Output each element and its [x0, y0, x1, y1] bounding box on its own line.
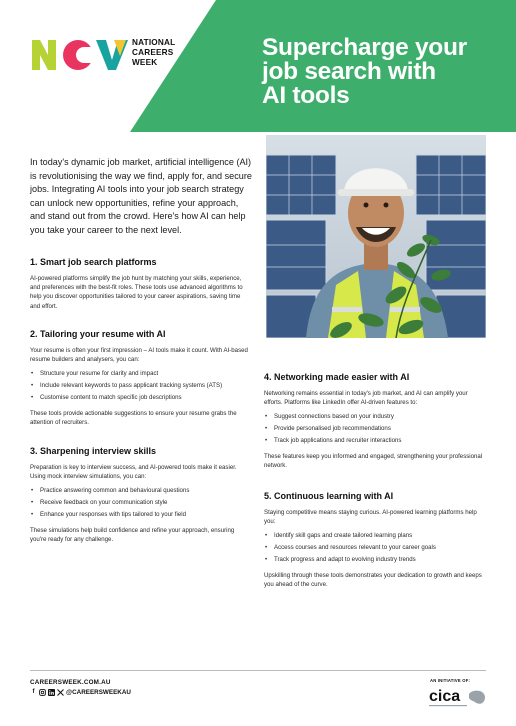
logo-line-1: NATIONAL: [132, 38, 176, 47]
website-link[interactable]: CAREERSWEEK.COM.AU: [30, 679, 111, 686]
section-heading: 4. Networking made easier with AI: [264, 372, 410, 382]
section-heading: 1. Smart job search platforms: [30, 257, 157, 267]
section-continuous-learning: [264, 491, 486, 589]
section-heading: 5. Continuous learning with AI: [264, 491, 394, 501]
list-item: • Customise content to match specific job descriptions: [30, 393, 252, 402]
section-body: Networking remains essential in today's job market, and AI can amplify your efforts. Platforms like LinkedIn offer AI-driven features to:: [264, 390, 468, 407]
list-item: • Access courses and resources relevant to your career goals: [264, 543, 486, 552]
section-body: Preparation is key to interview success, and AI-powered tools make it easier. Using mock interview simulations, you can:: [30, 464, 237, 481]
x-icon[interactable]: [57, 689, 64, 696]
list-item: • Track job applications and recruiter interactions: [264, 436, 486, 445]
svg-text:cica: cica: [429, 688, 461, 705]
list-item: • Suggest connections based on your industry: [264, 412, 486, 421]
list-item: • Structure your resume for clarity and impact: [30, 369, 252, 378]
bullet-list: [264, 531, 486, 564]
list-item: • Identify skill gaps and create tailored learning plans: [264, 531, 486, 540]
section-heading: 3. Sharpening interview skills: [30, 446, 157, 456]
logo-wordmark: [132, 38, 175, 68]
title-line-2: job search with: [262, 58, 436, 85]
bullet-list: [30, 486, 252, 519]
list-item: • Enhance your responses with tips tailored to your field: [30, 510, 252, 519]
page-title: [262, 36, 502, 108]
section-closing: These features keep you informed and engaged, strengthening your professional network.: [264, 452, 483, 469]
hero-photo: [266, 135, 486, 338]
list-item: • Practice answering common and behavioural questions: [30, 486, 252, 495]
footer-divider: [30, 670, 486, 671]
list-item: • Include relevant keywords to pass applicant tracking systems (ATS): [30, 381, 252, 390]
list-item: • Track progress and adapt to evolving industry trends: [264, 555, 486, 564]
facebook-icon[interactable]: f: [32, 689, 35, 695]
list-item: • Receive feedback on your communication style: [30, 498, 252, 507]
social-handle[interactable]: @CAREERSWEEKAU: [66, 689, 131, 696]
section-tailoring-resume: [30, 329, 252, 427]
linkedin-icon[interactable]: [48, 689, 55, 696]
section-heading: 2. Tailoring your resume with AI: [30, 329, 166, 339]
section-body: Your resume is often your first impression – AI tools make it count. With AI-based resume builders and analysers, you can:: [30, 347, 248, 364]
logo-line-2: CAREERS: [132, 48, 174, 57]
social-links: [30, 689, 131, 696]
section-closing: Upskilling through these tools demonstrates your dedication to growth and keeps you ahead of the curve.: [264, 571, 482, 588]
section-body: Staying competitive means staying curious. AI-powered learning platforms help you:: [264, 509, 477, 526]
title-line-3: AI tools: [262, 82, 350, 109]
section-closing: These simulations help build confidence and refine your approach, ensuring you're ready for any challenge.: [30, 526, 235, 543]
cica-logo: [429, 684, 487, 710]
section-body: AI-powered platforms simplify the job hunt by matching your skills, experience, and preferences with the best-fit roles. These tools use advanced algorithms to help you discover opportunities tailored to your career aspirations, saving time and effort.: [30, 275, 243, 310]
initiative-label: AN INITIATIVE OF:: [430, 678, 471, 683]
logo-line-3: WEEK: [132, 58, 158, 67]
bullet-list: [30, 369, 252, 402]
section-networking: [264, 372, 486, 470]
list-item: • Provide personalised job recommendations: [264, 424, 486, 433]
section-interview-skills: [30, 446, 252, 544]
section-closing: These tools provide actionable suggestions to ensure your resume grabs the attention of recruiters.: [30, 409, 237, 426]
instagram-icon[interactable]: [39, 689, 46, 696]
intro-paragraph: In today's dynamic job market, artificial intelligence (AI) is revolutionising the way we find, apply for, and secure jobs. Integrating AI tools into your job search strategy can unlock new opportunities, refine your approach, and stand out from the crowd. Here's how AI can help you take your career to the next level.: [30, 157, 252, 235]
bullet-list: [264, 412, 486, 445]
section-smart-job-search: [30, 257, 252, 311]
title-line-1: Supercharge your: [262, 34, 467, 61]
